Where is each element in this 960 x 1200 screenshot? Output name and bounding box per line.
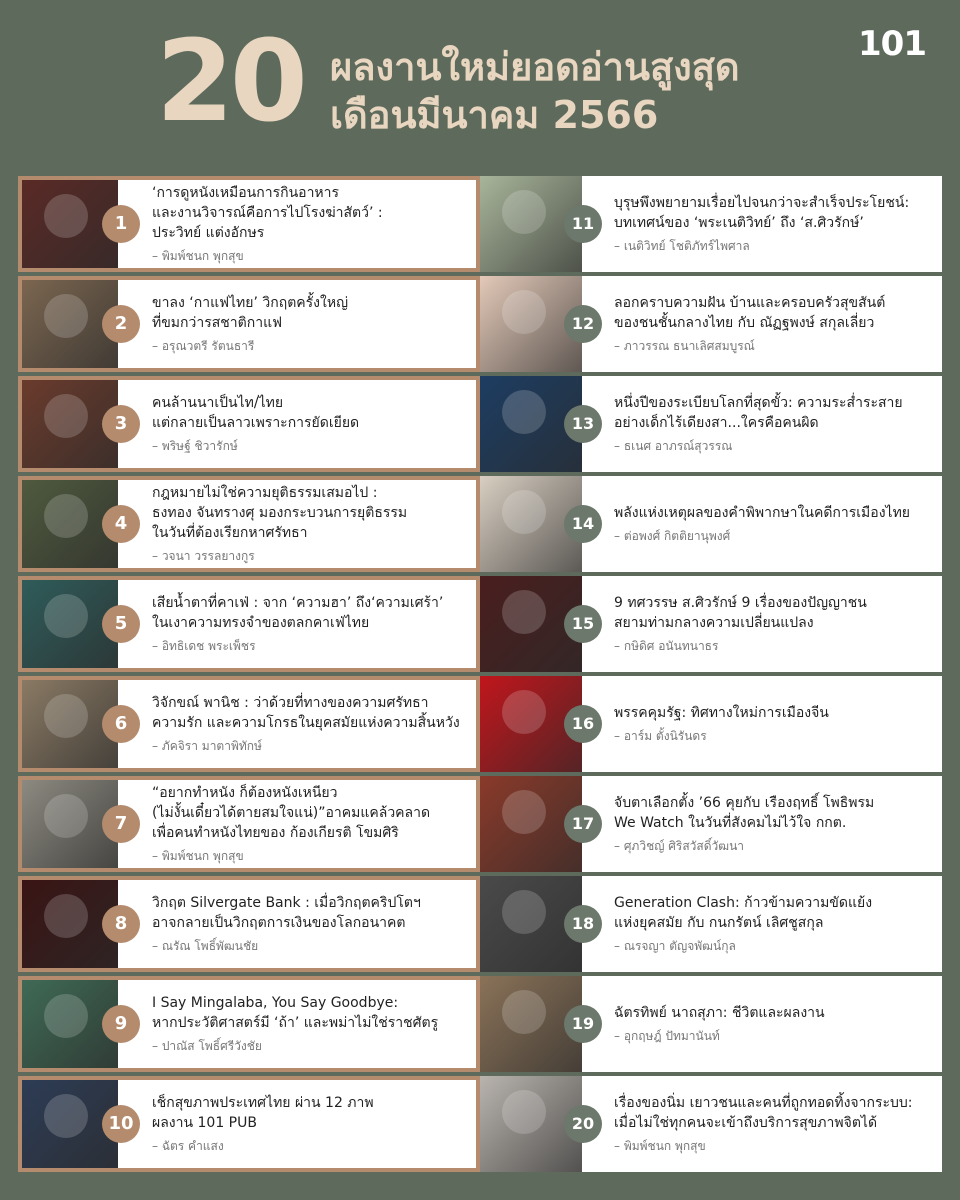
article-text (614, 1003, 936, 1045)
article-card[interactable] (480, 976, 942, 1072)
article-card[interactable] (18, 476, 480, 572)
article-text (614, 503, 936, 545)
article-text (152, 293, 474, 355)
article-card[interactable] (480, 376, 942, 472)
article-author: – ภัคจิรา มาตาพิทักษ์ (152, 739, 262, 753)
rank-badge: 6 (102, 705, 140, 743)
rank-badge: 1 (102, 205, 140, 243)
big-number: 20 (156, 17, 304, 147)
article-title[interactable]: เสียน้ำตาที่คาเฟ่ : จาก ‘ความฮา’ ถึง‘ความเศร้า’ ในเงาความทรงจำของตลกคาเฟ่ไทย (152, 595, 444, 631)
article-author: – ศุภวิชญ์ ศิริสวัสดิ์วัฒนา (614, 839, 745, 853)
article-author: – เนติวิทย์ โชติภัทร์ไพศาล (614, 239, 750, 253)
rank-badge: 3 (102, 405, 140, 443)
rank-badge: 11 (564, 205, 602, 243)
article-author: – ภาวรรณ ธนาเลิศสมบูรณ์ (614, 339, 755, 353)
rank-badge: 7 (102, 805, 140, 843)
article-text (614, 893, 936, 955)
rank-badge: 17 (564, 805, 602, 843)
rank-badge: 13 (564, 405, 602, 443)
article-author: – ธเนศ อาภรณ์สุวรรณ (614, 439, 733, 453)
article-card[interactable] (18, 1076, 480, 1172)
article-title[interactable]: เรื่องของนิ่ม เยาวชนและคนที่ถูกทอดทิ้งจากระบบ: เมื่อไม่ใช่ทุกคนจะเข้าถึงบริการสุขภาพจิตได้ (614, 1095, 913, 1131)
logo-101: 101 (858, 24, 926, 64)
title-line-1: ผลงานใหม่ยอดอ่านสูงสุด (330, 45, 740, 89)
thumbnail-figure (44, 394, 88, 438)
article-author: – พิมพ์ชนก พุกสุข (614, 1139, 706, 1153)
article-text (614, 393, 936, 455)
article-title[interactable]: หนึ่งปีของระเบียบโลกที่สุดขั้ว: ความระส่ำระสาย อย่างเด็กไร้เดียงสา...ใครคือคนผิด (614, 395, 903, 431)
article-title[interactable]: บุรุษพึงพยายามเรื่อยไปจนกว่าจะสำเร็จประโยชน์: บทเทศน์ของ ‘พระเนติวิทย์’ ถึง ‘ส.ศิวรักษ์’ (614, 195, 910, 231)
article-text (614, 293, 936, 355)
thumbnail-figure (502, 490, 546, 534)
article-text (614, 1093, 936, 1155)
article-text (152, 893, 474, 955)
article-text (152, 1093, 474, 1155)
article-author: – พิมพ์ชนก พุกสุข (152, 849, 244, 863)
thumbnail-figure (44, 894, 88, 938)
article-author: – ปาณัส โพธิ์ศรีวังชัย (152, 1039, 262, 1053)
article-author: – อุกฤษฎ์ ปัทมานันท์ (614, 1029, 720, 1043)
article-text (614, 593, 936, 655)
thumbnail-figure (502, 190, 546, 234)
article-author: – ณรัณ โพธิ์พัฒนชัย (152, 939, 259, 953)
thumbnail-figure (44, 694, 88, 738)
left-column (18, 176, 480, 1176)
article-title[interactable]: ลอกคราบความฝัน บ้านและครอบครัวสุขสันต์ ของชนชั้นกลางไทย กับ ณัฏฐพงษ์ สกุลเลี่ยว (614, 295, 886, 331)
article-title[interactable]: Generation Clash: ก้าวข้ามความขัดแย้ง แห่งยุคสมัย กับ กนกรัตน์ เลิศชูสกุล (614, 895, 873, 931)
rank-badge: 18 (564, 905, 602, 943)
article-author: – วจนา วรรลยางกูร (152, 549, 255, 563)
article-card[interactable] (480, 776, 942, 872)
article-title[interactable]: “อยากทำหนัง ก็ต้องหนังเหนียว (ไม่งั้นเดี๋ยวได้ตายสมใจแน่)”อาคมแคล้วคลาด เพื่อคนทำหนังไทยของ ก้องเกียรติ โขมศิริ (152, 785, 431, 841)
thumbnail-figure (502, 290, 546, 334)
article-title[interactable]: 9 ทศวรรษ ส.ศิวรักษ์ 9 เรื่องของปัญญาชน สยามท่ามกลางความเปลี่ยนแปลง (614, 595, 867, 631)
thumbnail-figure (502, 390, 546, 434)
article-card[interactable] (18, 676, 480, 772)
thumbnail-figure (502, 990, 546, 1034)
article-text (614, 703, 936, 745)
article-author: – อาร์ม ตั้งนิรันดร (614, 729, 707, 743)
right-column (480, 176, 942, 1176)
article-author: – ฉัตร คำแสง (152, 1139, 224, 1153)
article-text (152, 393, 474, 455)
rank-badge: 19 (564, 1005, 602, 1043)
article-text (614, 793, 936, 855)
article-author: – อรุณวตรี รัตนธารี (152, 339, 255, 353)
thumbnail-figure (502, 690, 546, 734)
article-card[interactable] (18, 976, 480, 1072)
article-author: – อิทธิเดช พระเพ็ชร (152, 639, 256, 653)
rank-badge: 4 (102, 505, 140, 543)
header (0, 0, 960, 170)
title-line-2: เดือนมีนาคม 2566 (330, 93, 659, 137)
rank-badge: 14 (564, 505, 602, 543)
article-title[interactable]: ฉัตรทิพย์ นาถสุภา: ชีวิตและผลงาน (614, 1005, 825, 1021)
article-title[interactable]: คนล้านนาเป็นไท/ไทย แต่กลายเป็นลาวเพราะการยัดเยียด (152, 395, 360, 431)
article-text (152, 483, 474, 565)
article-author: – ณรจญา ตัญจพัฒน์กุล (614, 939, 736, 953)
article-title[interactable]: เช็กสุขภาพประเทศไทย ผ่าน 12 ภาพ ผลงาน 101 PUB (152, 1095, 374, 1131)
article-text (152, 593, 474, 655)
thumbnail-figure (44, 194, 88, 238)
thumbnail-figure (502, 790, 546, 834)
thumbnail-figure (502, 590, 546, 634)
thumbnail-figure (44, 594, 88, 638)
thumbnail-figure (44, 1094, 88, 1138)
thumbnail-figure (44, 294, 88, 338)
article-title[interactable]: พลังแห่งเหตุผลของคำพิพากษาในคดีการเมืองไทย (614, 505, 910, 521)
article-card[interactable] (480, 1076, 942, 1172)
rank-badge: 5 (102, 605, 140, 643)
rank-badge: 15 (564, 605, 602, 643)
article-text (152, 183, 474, 265)
article-card[interactable] (18, 876, 480, 972)
thumbnail-figure (502, 1090, 546, 1134)
article-card[interactable] (480, 276, 942, 372)
thumbnail-figure (44, 994, 88, 1038)
thumbnail-figure (44, 794, 88, 838)
rank-badge: 12 (564, 305, 602, 343)
thumbnail-figure (44, 494, 88, 538)
article-title[interactable]: ขาลง ‘กาแฟไทย’ วิกฤตครั้งใหญ่ ที่ขมกว่ารสชาติกาแฟ (152, 295, 349, 331)
article-title[interactable]: ‘การดูหนังเหมือนการกินอาหาร และงานวิจารณ์คือการไปโรงฆ่าสัตว์’ : ประวิทย์ แต่งอักษร (152, 185, 383, 241)
thumbnail-figure (502, 890, 546, 934)
article-card[interactable] (18, 576, 480, 672)
article-card[interactable] (480, 676, 942, 772)
article-author: – พิมพ์ชนก พุกสุข (152, 249, 244, 263)
rank-badge: 9 (102, 1005, 140, 1043)
rank-badge: 2 (102, 305, 140, 343)
article-text (152, 693, 474, 755)
article-card[interactable] (18, 376, 480, 472)
rank-badge: 16 (564, 705, 602, 743)
article-card[interactable] (18, 776, 480, 872)
article-card[interactable] (18, 276, 480, 372)
article-title[interactable]: วิจักขณ์ พานิช : ว่าด้วยที่ทางของความศรัทธา ความรัก และความโกรธในยุคสมัยแห่งความสิ้นหวัง (152, 695, 460, 731)
rank-badge: 8 (102, 905, 140, 943)
article-card[interactable] (480, 176, 942, 272)
article-author: – กษิดิศ อนันทนาธร (614, 639, 719, 653)
article-title[interactable]: วิกฤต Silvergate Bank : เมื่อวิกฤตคริปโตฯ อาจกลายเป็นวิกฤตการเงินของโลกอนาคต (152, 895, 421, 931)
article-title[interactable]: I Say Mingalaba, You Say Goodbye: หากประวัติศาสตร์มี ‘ถ้า’ และพม่าไม่ใช่ราชศัตรู (152, 995, 439, 1031)
article-author: – พริษฐ์ ชิวารักษ์ (152, 439, 238, 453)
article-author: – ต่อพงศ์ กิตติยานุพงศ์ (614, 529, 731, 543)
article-card[interactable] (480, 476, 942, 572)
rank-badge: 20 (564, 1105, 602, 1143)
article-title[interactable]: พรรคคุมรัฐ: ทิศทางใหม่การเมืองจีน (614, 705, 829, 721)
article-title[interactable]: กฎหมายไม่ใช่ความยุติธรรมเสมอไป : ธงทอง จันทรางศุ มองกระบวนการยุติธรรม ในวันที่ต้องเรียกหาศรัทธา (152, 485, 408, 541)
article-text (152, 783, 474, 865)
article-card[interactable] (480, 876, 942, 972)
article-text (152, 993, 474, 1055)
article-card[interactable] (18, 176, 480, 272)
rank-badge: 10 (102, 1105, 140, 1143)
article-card[interactable] (480, 576, 942, 672)
article-title[interactable]: จับตาเลือกตั้ง ’66 คุยกับ เรืองฤทธิ์ โพธิพรม We Watch ในวันที่สังคมไม่ไว้ใจ กกต. (614, 795, 875, 831)
article-text (614, 193, 936, 255)
